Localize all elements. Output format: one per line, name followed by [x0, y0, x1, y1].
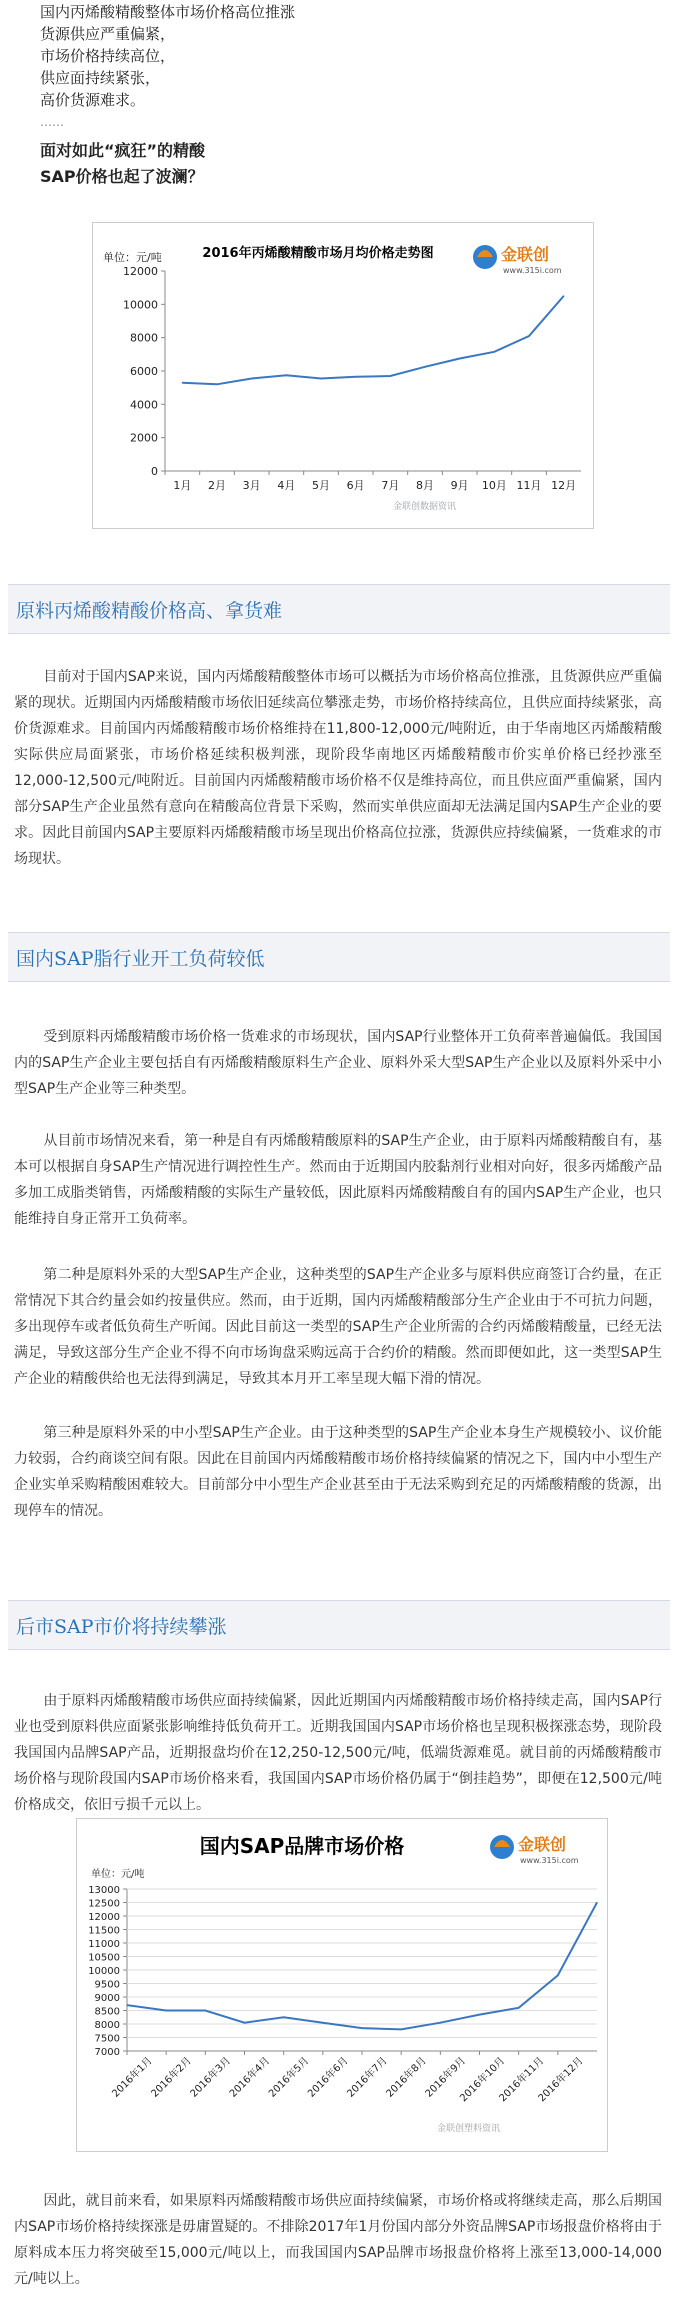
- y-tick-label: 11000: [88, 1939, 120, 1950]
- data-point: [251, 378, 252, 379]
- chart2: [77, 1819, 607, 2151]
- x-tick-label: 2016年7月: [345, 2055, 390, 2100]
- y-tick-label: 0: [151, 465, 158, 478]
- conclusion-paragraph: 因此，就目前来看，如果原料丙烯酸精酸市场供应面持续偏紧，市场价格或将继续走高，那么后期国内SAP市场价格持续探涨是毋庸置疑的。不排除2017年1月份国内部分外资品牌SAP市场报盘价格将由于原料成本压力将突破至15,000元/吨以上，而我国国内SAP品牌市场报盘价格将上涨至13,000-14,000元/吨以上。: [14, 2193, 662, 2287]
- x-tick-label: 10月: [481, 479, 507, 492]
- section-title: 后市SAP市价将持续攀涨: [16, 1616, 227, 1638]
- section-paragraph: 从目前市场情况来看，第一种是自有丙烯酸精酸原料的SAP生产企业，由于原料丙烯酸精酸自有，基本可以根据自身SAP生产情况进行调控性生产。然而由于近期国内胶黏剂行业相对向好，很多丙烯酸产品多加工成脂类销售，丙烯酸精酸的实际生产量较低，因此原料丙烯酸精酸自有的国内SAP生产企业，也只能维持自身正常开工负荷率。: [14, 1133, 662, 1227]
- y-tick-label: 10000: [123, 298, 158, 312]
- intro-line: 高价货源难求。: [40, 91, 146, 109]
- x-tick-label: 6月: [346, 479, 365, 492]
- x-tick-label: 1月: [173, 479, 192, 492]
- chart1-watermark: 金联创数据资讯: [393, 502, 457, 512]
- x-tick-label: 2016年5月: [266, 2055, 312, 2100]
- chart2-logo-sub: www.315i.com: [520, 1856, 579, 1865]
- chart1-logo-text: 金联创: [501, 245, 550, 264]
- x-tick-label: 2016年3月: [188, 2055, 234, 2100]
- data-point: [286, 375, 287, 376]
- section-paragraph: 受到原料丙烯酸精酸市场价格一货难求的市场现状，国内SAP行业整体开工负荷率普遍偏低。我国国内的SAP生产企业主要包括自有丙烯酸精酸原料生产企业、原料外采大型SAP生产企业以及原料外采中小型SAP生产企业等三种类型。: [14, 1029, 662, 1097]
- x-tick-label: 2016年11月: [497, 2055, 547, 2105]
- x-tick-label: 3月: [242, 479, 261, 492]
- x-tick-label: 2016年2月: [149, 2055, 194, 2100]
- y-tick-label: 8000: [130, 331, 158, 345]
- data-point: [361, 2027, 362, 2028]
- y-tick-label: 13000: [88, 1885, 120, 1896]
- chart2-watermark: 金联创塑料资讯: [437, 2124, 501, 2134]
- data-point: [528, 335, 529, 336]
- data-point: [322, 2022, 323, 2023]
- y-tick-label: 2000: [130, 431, 158, 445]
- data-point: [424, 366, 425, 367]
- x-tick-label: 12月: [551, 479, 577, 492]
- section-paragraph: 第三种是原料外采的中小型SAP生产企业。由于这种类型的SAP生产企业本身生产规模较小、议价能力较弱，合约商谈空间有限。因此在目前国内丙烯酸精酸市场价格持续偏紧的情况之下，国内中小型生产企业实单采购精酸困难较大。目前部分中小型生产企业甚至由于无法采购到充足的丙烯酸精酸的货源，出现停车的情况。: [14, 1425, 662, 1519]
- x-tick-label: 2016年10月: [458, 2055, 508, 2105]
- data-point: [563, 295, 564, 296]
- chart1-title: 2016年丙烯酸精酸市场月均价格走势图: [202, 246, 434, 261]
- data-point: [205, 2010, 206, 2011]
- x-tick-label: 2月: [208, 479, 226, 492]
- data-point: [390, 375, 391, 376]
- chart1-logo: [473, 245, 562, 275]
- x-tick-label: 4月: [277, 479, 296, 492]
- y-tick-label: 10500: [88, 1952, 120, 1964]
- section-paragraph: 目前对于国内SAP来说，国内丙烯酸精酸整体市场可以概括为市场价格高位推涨，且货源供应严重偏紧的现状。近期国内丙烯酸精酸市场依旧延续高位攀涨走势，市场价格持续高位，且供应面持续紧张，高价货源难求。目前国内丙烯酸精酸市场价格维持在11,800-12,000元/吨附近，由于华南地区丙烯酸精酸实际供应局面紧张，市场价格延续积极判涨，现阶段华南地区丙烯酸精酸市价实单价格已经抄涨至12,000-12,500元/吨附近。目前国内丙烯酸精酸市场价格不仅是维持高位，而且供应面严重偏紧，国内部分SAP生产企业虽然有意向在精酸高位背景下采购，然而实单供应面却无法满足国内SAP生产企业的要求。因此目前国内SAP主要原料丙烯酸精酸市场呈现出价格高位拉涨，货源供应持续偏紧，一货难求的市场现状。: [14, 669, 662, 867]
- data-point: [494, 351, 495, 352]
- y-tick-label: 12000: [88, 1912, 120, 1923]
- data-point: [440, 2022, 441, 2023]
- series-line: [182, 296, 563, 384]
- x-tick-label: 11月: [516, 479, 542, 492]
- intro-question: SAP价格也起了波澜？: [40, 167, 204, 186]
- intro-line: 市场价格持续高位，: [40, 47, 176, 65]
- intro-line: 国内丙烯酸精酸整体市场价格高位推涨: [40, 3, 296, 21]
- data-point: [557, 1975, 558, 1976]
- chart1-unit-label: 单位：元/吨: [103, 251, 162, 264]
- chart1-frame: [92, 222, 594, 529]
- y-tick-label: 11500: [88, 1925, 120, 1937]
- data-point: [355, 376, 356, 377]
- y-tick-label: 4000: [130, 398, 158, 412]
- data-point: [244, 2022, 245, 2023]
- y-tick-label: 8000: [94, 2020, 120, 2031]
- chart2-unit-label: 单位：元/吨: [91, 1869, 145, 1880]
- section-header: [8, 932, 670, 982]
- section-paragraph: 第二种是原料外采的大型SAP生产企业，这种类型的SAP生产企业多与原料供应商签订合约量，在正常情况下其合约量会如约按量供应。然而，由于近期，国内丙烯酸精酸部分生产企业由于不可抗力问题，多出现停车或者低负荷生产听闻。因此目前这一类型的SAP生产企业所需的合约丙烯酸精酸量，已经无法满足，导致这部分生产企业不得不向市场询盘采购远高于合约价的精酸。然而即便如此，这一类型SAP生产企业的精酸供给也无法得到满足，导致其本月开工率呈现大幅下滑的情况。: [14, 1267, 662, 1387]
- data-point: [479, 2014, 480, 2015]
- intro-question: 面对如此“疯狂”的精酸: [40, 141, 206, 160]
- x-tick-label: 2016年6月: [306, 2055, 351, 2100]
- x-tick-label: 8月: [416, 479, 434, 492]
- x-tick-label: 9月: [450, 479, 469, 492]
- data-point: [126, 2005, 127, 2006]
- y-tick-label: 9500: [94, 1979, 120, 1991]
- x-tick-label: 2016年12月: [536, 2055, 586, 2105]
- intro-line: 供应面持续紧张，: [40, 69, 161, 87]
- section-paragraph: 由于原料丙烯酸精酸市场供应面持续偏紧，因此近期国内丙烯酸精酸市场价格持续走高，国内SAP行业也受到原料供应面紧张影响维持低负荷开工。近期我国国内SAP市场价格也呈现积极探涨态势，现阶段我国国内品牌SAP产品，近期报盘均价在12,250-12,500元/吨，低端货源难觅。就目前的丙烯酸精酸市场价格与现阶段国内SAP市场价格来看，我国国内SAP市场价格仍属于“倒挂趋势”，即便在12,500元/吨价格成交，依旧亏损千元以上。: [14, 1693, 662, 1813]
- data-point: [166, 2010, 167, 2011]
- data-point: [320, 378, 321, 379]
- x-tick-label: 2016年9月: [423, 2055, 469, 2100]
- y-tick-label: 6000: [130, 365, 158, 378]
- data-point: [401, 2029, 402, 2030]
- section-header: [8, 584, 670, 634]
- data-point: [596, 1902, 597, 1903]
- y-tick-label: 7000: [94, 2047, 120, 2058]
- intro-line: 货源供应严重偏紧，: [40, 25, 176, 43]
- data-point: [182, 382, 183, 383]
- data-point: [283, 2017, 284, 2018]
- data-point: [216, 384, 217, 385]
- y-tick-label: 9000: [94, 1993, 120, 2004]
- y-tick-label: 8500: [94, 2006, 120, 2018]
- section-title: 原料丙烯酸精酸价格高、拿货难: [16, 600, 283, 622]
- intro-line: ……: [40, 115, 64, 129]
- y-tick-label: 10000: [88, 1966, 120, 1977]
- x-tick-label: 2016年1月: [110, 2055, 155, 2100]
- chart1-logo-sub: www.315i.com: [503, 266, 562, 275]
- x-tick-label: 2016年8月: [384, 2055, 429, 2100]
- chart2-logo-text: 金联创: [518, 1835, 567, 1854]
- section-title: 国内SAP脂行业开工负荷较低: [16, 948, 265, 970]
- data-point: [459, 358, 460, 359]
- y-tick-label: 12000: [123, 265, 158, 278]
- y-tick-label: 7500: [94, 2033, 120, 2045]
- y-tick-label: 12500: [88, 1898, 120, 1910]
- chart2-title: 国内SAP品牌市场价格: [199, 1834, 405, 1858]
- x-tick-label: 5月: [312, 479, 330, 492]
- data-point: [518, 2007, 519, 2008]
- x-tick-label: 2016年4月: [227, 2055, 273, 2100]
- chart1: [93, 223, 593, 528]
- section-header: [8, 1600, 670, 1650]
- chart2-logo: [490, 1835, 579, 1865]
- chart2-frame: [76, 1818, 608, 2152]
- x-tick-label: 7月: [381, 479, 400, 492]
